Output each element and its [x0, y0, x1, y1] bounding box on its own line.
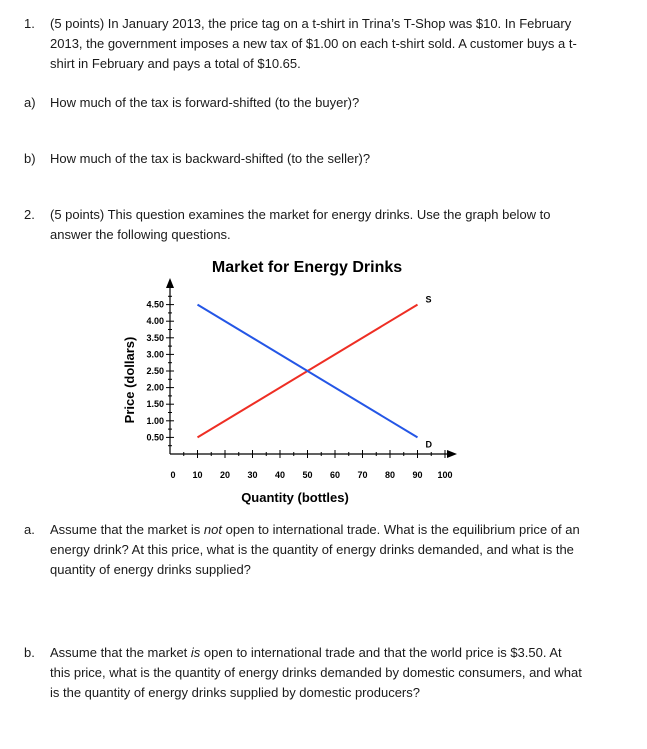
- x-tick-label: 90: [412, 470, 423, 480]
- question-2-text: (5 points) This question examines the market for energy drinks. Use the graph below to answer the following questions.: [50, 207, 551, 242]
- x-axis-arrow: [447, 450, 457, 458]
- question-2b-emphasis: is: [190, 645, 201, 660]
- y-tick-label: 2.00: [146, 382, 164, 393]
- x-tick-label: 0: [170, 470, 176, 480]
- question-1-text: (5 points) In January 2013, the price tag on a t-shirt in Trina’s T-Shop was $10. In February 2013, the government imposes a new tax of $1.00 on each t-shirt sold. A customer buys a t-shirt in February and pays a total of $10.65.: [50, 16, 577, 71]
- question-2a-text-part2: open to international trade. What is the equilibrium price of an energy drink? At this price, what is the quantity of energy drinks demanded, and what is the quantity of energy drinks supplied?: [50, 522, 580, 577]
- question-2b-label: b.: [24, 645, 35, 660]
- question-2b-text: [50, 643, 584, 703]
- x-tick-label: 50: [302, 470, 313, 480]
- y-axis-arrow: [166, 278, 174, 288]
- x-tick-label: 60: [329, 470, 341, 480]
- x-tick-label: 20: [219, 470, 231, 480]
- question-1-number: 1.: [24, 16, 35, 31]
- y-tick-label: 1.50: [146, 399, 164, 410]
- demand-label: D: [425, 439, 432, 450]
- chart-title: Market for Energy Drinks: [211, 259, 403, 276]
- x-tick-label: 100: [437, 470, 453, 480]
- x-tick-label: 40: [274, 470, 286, 480]
- question-2b-text-part2: open to international trade and that the world price is $3.50. At this price, what is the quantity of energy drinks demanded by domestic consumers, and what is the quantity of energy drinks supplied by domestic producers?: [50, 645, 582, 700]
- question-1b-label: b): [24, 151, 36, 166]
- question-2: [24, 205, 584, 245]
- question-1b: [24, 149, 584, 169]
- chart-series: [198, 295, 433, 450]
- y-axis-label: Price (dollars): [122, 336, 137, 424]
- question-1a-label: a): [24, 95, 36, 110]
- y-tick-label: 3.50: [146, 332, 164, 343]
- y-tick-label: 0.50: [146, 432, 164, 443]
- x-tick-label: 10: [192, 470, 203, 480]
- x-tick-label: 70: [357, 470, 368, 480]
- question-2b-text-part1: Assume that the market: [50, 645, 191, 660]
- question-2a-label: a.: [24, 522, 35, 537]
- y-tick-label: 1.00: [146, 415, 164, 426]
- y-tick-label: 4.50: [146, 299, 164, 310]
- x-tick-label: 80: [384, 470, 396, 480]
- question-2a-text-part1: Assume that the market is: [50, 522, 204, 537]
- question-1a-text: How much of the tax is forward-shifted (to the buyer)?: [50, 95, 360, 110]
- supply-label: S: [425, 294, 432, 305]
- question-1: [24, 14, 584, 74]
- question-2a-emphasis: not: [203, 522, 222, 537]
- y-tick-label: 3.00: [146, 349, 164, 360]
- question-1b-text: How much of the tax is backward-shifted (to the seller)?: [50, 151, 371, 166]
- x-axis-label: Quantity (bottles): [241, 490, 349, 505]
- energy-drinks-chart: [110, 250, 470, 510]
- x-tick-label: 30: [247, 470, 258, 480]
- y-tick-label: 2.50: [146, 366, 164, 376]
- y-tick-label: 4.00: [146, 316, 164, 327]
- question-2a: [24, 520, 584, 580]
- question-2b: [24, 643, 584, 703]
- question-2-number: 2.: [24, 207, 35, 222]
- question-2a-text: [50, 520, 584, 580]
- question-1a: [24, 93, 584, 113]
